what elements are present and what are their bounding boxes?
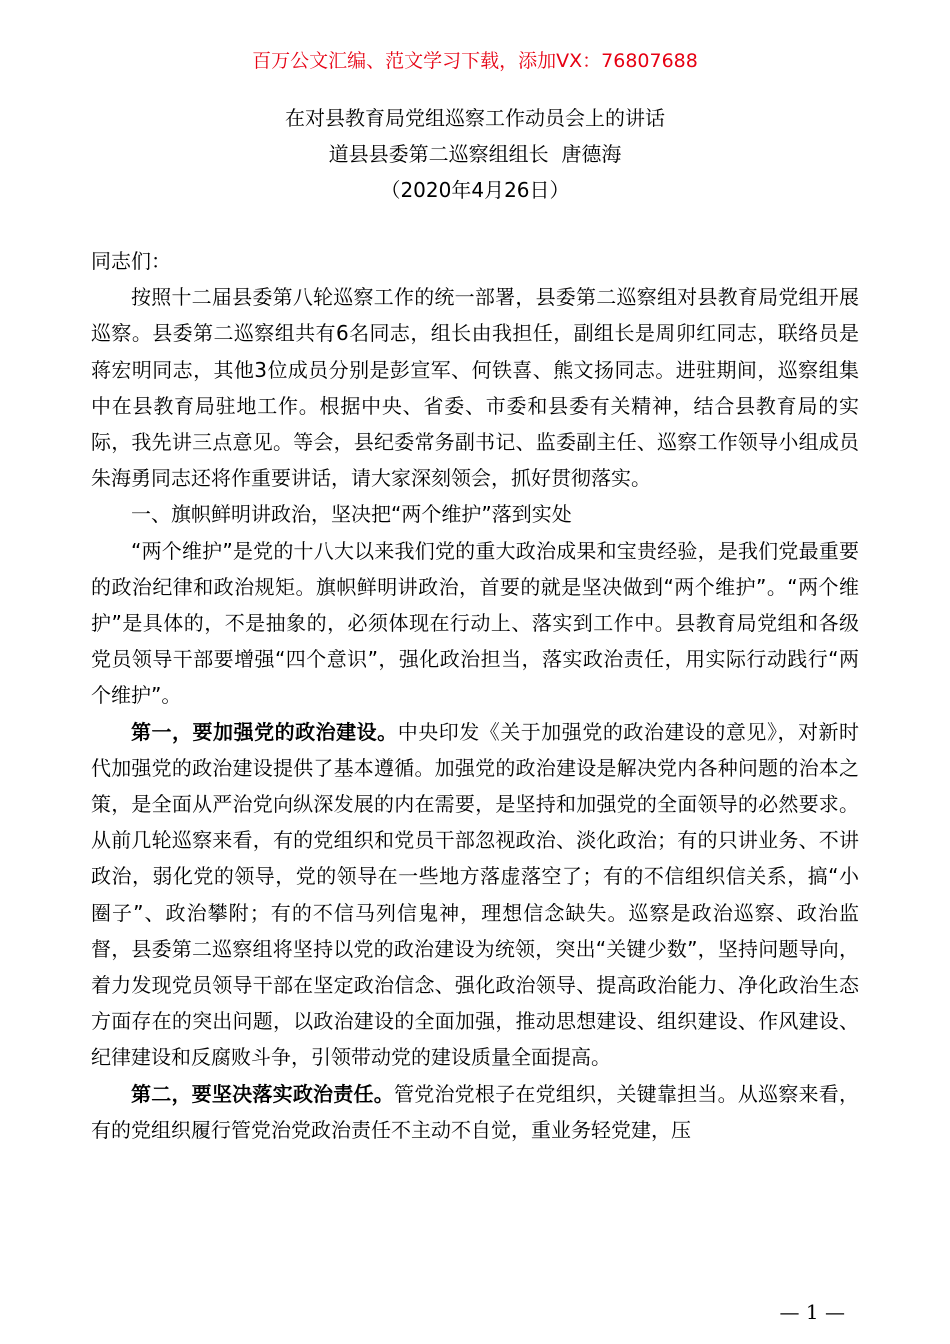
title-block bbox=[0, 100, 950, 208]
paragraph-text: 管党治党根子在党组织，关键靠担当。从巡察来看，有的党组织履行管党治党政治责任不主动不自觉，重业务轻党建，压 bbox=[91, 1081, 860, 1142]
section-heading: 一、旗帜鲜明讲政治，坚决把“两个维护”落到实处 bbox=[131, 502, 572, 527]
paragraph bbox=[91, 1076, 859, 1148]
paragraph: “两个维护”是党的十八大以来我们党的重大政治成果和宝贵经验，是我们党最重要的政治纪律和政治规矩。旗帜鲜明讲政治，首要的就是坚决做到“两个维护”。“两个维护”是具体的，不是抽象的，必须体现在行动上、落实到工作中。县教育局党组和各级党员领导干部要增强“四个意识”，强化政治担当，落实政治责任，用实际行动践行“两个维护”。 bbox=[91, 538, 859, 708]
watermark-banner: 百万公文汇编、范文学习下载，添加VX：76807688 bbox=[252, 50, 698, 72]
paragraph: 按照十二届县委第八轮巡察工作的统一部署，县委第二巡察组对县教育局党组开展巡察。县委第二巡察组共有6名同志，组长由我担任，副组长是周卯红同志，联络员是蒋宏明同志，其他3位成员分别是彭宣军、何铁喜、熊文扬同志。进驻期间，巡察组集中在县教育局驻地工作。根据中央、省委、市委和县委有关精神，结合县教育局的实际，我先讲三点意见。等会，县纪委常务副书记、监委副主任、巡察工作领导小组成员朱海勇同志还将作重要讲话，请大家深刻领会，抓好贯彻落实。 bbox=[91, 285, 859, 491]
salutation: 同志们： bbox=[91, 249, 171, 273]
paragraph bbox=[91, 714, 859, 1076]
paragraph-text: 中央印发《关于加强党的政治建设的意见》，对新时代加强党的政治建设提供了基本遵循。加强党的政治建设是解决党内各种问题的治本之策，是全面从严治党向纵深发展的内在需要，是坚持和加强党的全面领导的必然要求。从前几轮巡察来看，有的党组织和党员干部忽视政治、淡化政治；有的只讲业务、不讲政治，弱化党的领导，党的领导在一些地方落虚落空了；有的不信组织信关系，搞“小圈子”、政治攀附；有的不信马列信鬼神，理想信念缺失。巡察是政治巡察、政治监督，县委第二巡察组将坚持以党的政治建设为统领，突出“关键少数”，坚持问题导向，着力发现党员领导干部在坚定政治信念、强化政治领导、提高政治能力、净化政治生态方面存在的突出问题，以政治建设的全面加强，推动思想建设、组织建设、作风建设、纪律建设和反腐败斗争，引领带动党的建设质量全面提高。 bbox=[91, 719, 860, 1070]
paragraph-lead: 第二，要坚决落实政治责任。 bbox=[131, 1081, 394, 1106]
speaker-line: 道县县委第二巡察组组长 唐德海 bbox=[328, 142, 622, 166]
speech-title: 在对县教育局党组巡察工作动员会上的讲话 bbox=[285, 106, 665, 130]
document-body bbox=[91, 243, 859, 1148]
page-number: — 1 — bbox=[779, 1300, 845, 1324]
paragraph-lead: 第一，要加强党的政治建设。 bbox=[131, 719, 398, 744]
speech-date: （2020年4月26日） bbox=[380, 178, 570, 202]
